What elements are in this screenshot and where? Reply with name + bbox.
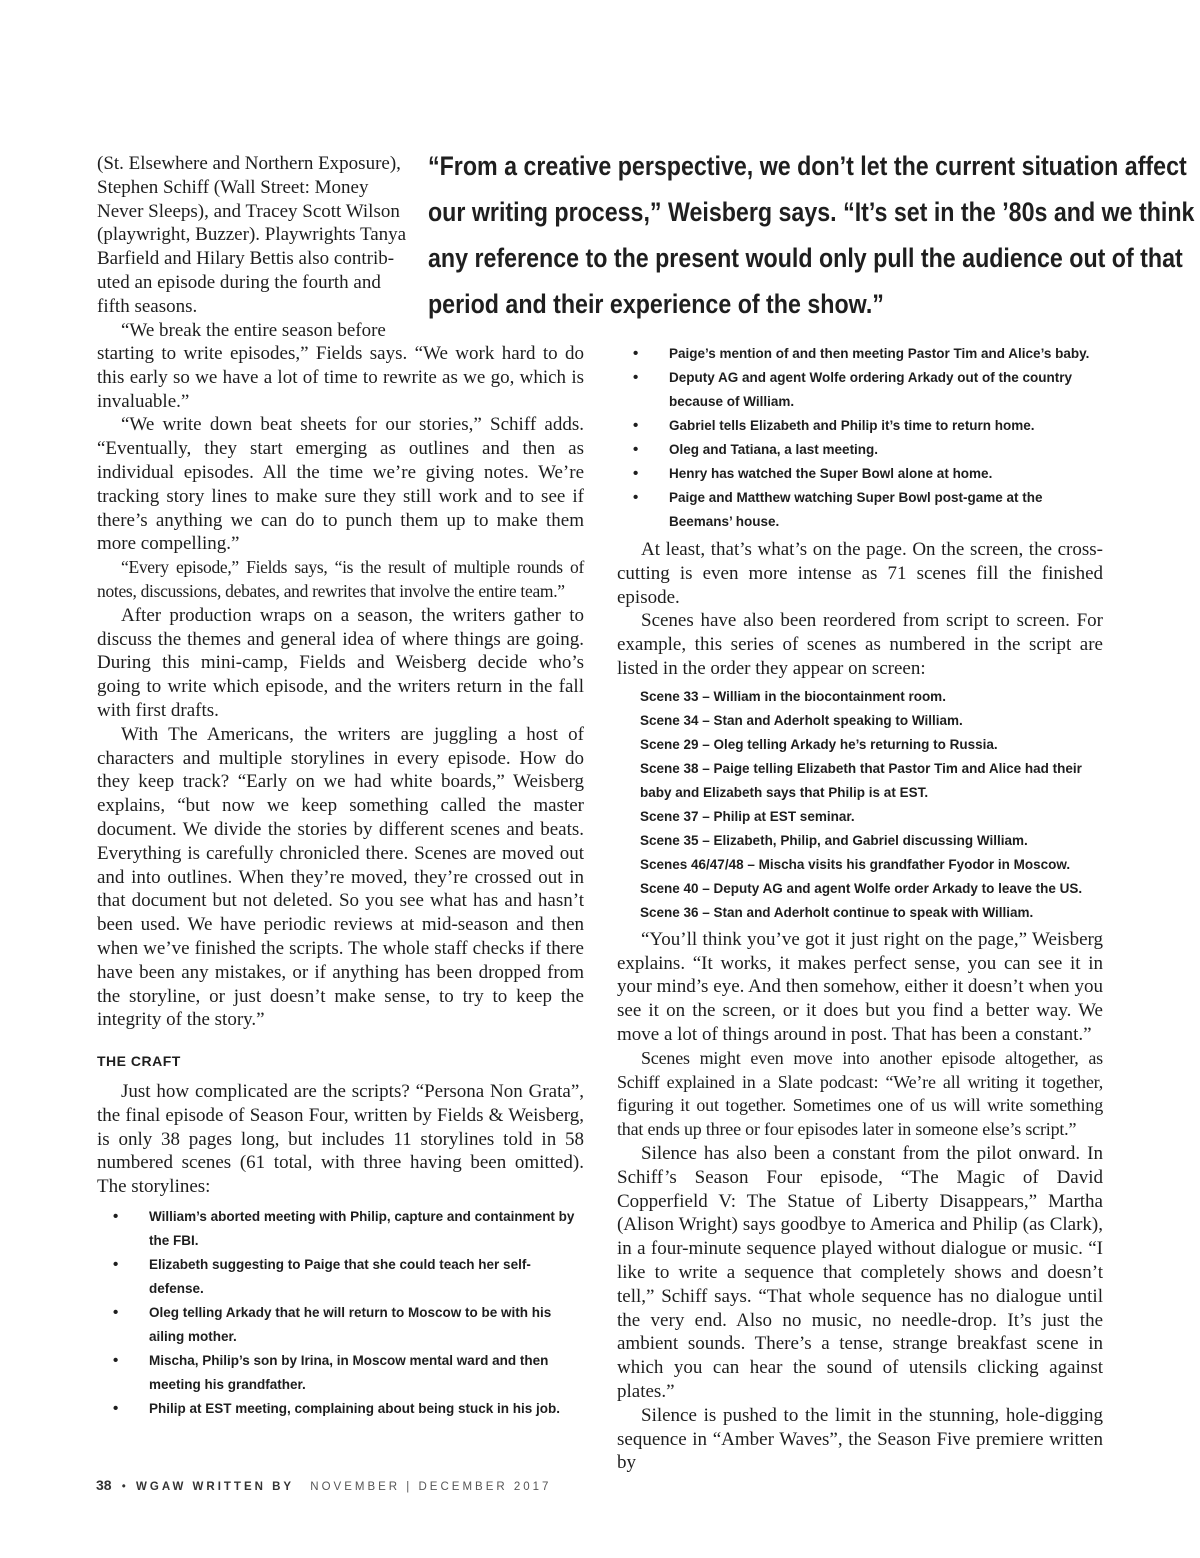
paragraph: With The Americans, the writers are juggling a host of characters and multiple storylines in every episode. How do they keep track? “Early on we had white boards,” Weisberg explains, “but now we keep something called the master document. We divide the stories by different scenes and beats. Everything is carefully chronicled there. Scenes are moved out and into outlines. When they’re moved, they’re crossed out in that document but not deleted. So you see what has and hasn’t been used. We have periodic reviews at mid-season and then when we’ve finished the scripts. The whole staff checks if there have been any mistakes, or if anything has been dropped from the storyline, or just doesn’t make sense, to try to keep the integrity of the story.” xyxy=(97,723,584,1031)
intro-line: Barfield and Hilary Bettis also contrib- xyxy=(97,248,395,270)
paragraph: Silence is pushed to the limit in the stunning, hole-digging sequence in “Amber Waves”, the Season Five premiere written by xyxy=(617,1404,1103,1474)
pull-quote-line: “From a creative perspective, we don’t let the current situation affect xyxy=(428,151,1187,181)
list-item: • Deputy AG and agent Wolfe ordering Arkady out of the country because of William. xyxy=(617,366,1103,414)
left-column xyxy=(97,342,584,1425)
scene-item: Scene 35 – Elizabeth, Philip, and Gabriel discussing William. xyxy=(640,832,1028,848)
pull-quote-line: our writing process,” Weisberg says. “It’s set in the ’80s and we think xyxy=(428,197,1195,227)
issue-date: NOVEMBER | DECEMBER 2017 xyxy=(310,1481,552,1493)
paragraph: “Every episode,” Fields says, “is the result of multiple rounds of notes, discussions, debates, and rewrites that involve the entire team.” xyxy=(97,557,584,601)
intro-line: (St. Elsewhere and Northern Exposure), xyxy=(97,153,401,174)
scene-order-list xyxy=(617,685,1103,925)
page-number: 38 xyxy=(96,1477,112,1493)
scene-item: Scene 40 – Deputy AG and agent Wolfe order Arkady to leave the US. xyxy=(640,880,1083,896)
scene-item: Scenes 46/47/48 – Mischa visits his grandfather Fyodor in Moscow. xyxy=(640,856,1071,872)
bullet-icon: • xyxy=(633,345,639,362)
paragraph: Scenes have also been reordered from script to screen. For example, this series of scenes as numbered in the script are listed in the order they appear on screen: xyxy=(617,610,1103,679)
paragraph: Scenes might even move into another episode altogether, as Schiff explained in a Slate podcast: “We’re all writing it together, figuring it out together. Sometimes one of us will write something that ends up three or four episodes later in someone else’s script.” xyxy=(617,1047,1103,1140)
list-item: • Paige’s mention of and then meeting Pastor Tim and Alice’s baby. xyxy=(617,342,1103,366)
paragraph: starting to write episodes,” Fields says. “We work hard to do this early so we have a lot of time to rewrite as we go, which is invaluable.” xyxy=(97,343,584,412)
bullet-icon: • xyxy=(633,489,639,506)
intro-line: uted an episode during the fourth and xyxy=(97,271,381,293)
left-intro-block xyxy=(97,152,408,342)
intro-line: Stephen Schiff (Wall Street: Money xyxy=(97,176,369,198)
list-item: • Oleg telling Arkady that he will return to Moscow to be with his ailing mother. xyxy=(97,1301,584,1349)
publication-name: WGAW WRITTEN BY xyxy=(136,1481,295,1493)
bullet-icon: • xyxy=(113,1303,119,1321)
footer-separator: • xyxy=(121,1481,126,1493)
list-item: • Henry has watched the Super Bowl alone at home. xyxy=(617,462,1103,486)
pull-quote-line: any reference to the present would only pull the audience out of that xyxy=(428,243,1183,273)
paragraph: Just how complicated are the scripts? “Persona Non Grata”, the final episode of Season Four, written by Fields & Weisberg, is only 38 pages long, but includes 11 storylines told in 58 numbered scenes (61 total, with three having been omitted). The storylines: xyxy=(97,1080,584,1198)
pull-quote-line: period and their experience of the show.” xyxy=(428,289,884,319)
intro-line: “We break the entire season before xyxy=(121,319,386,341)
scene-item: Scene 34 – Stan and Aderholt speaking to William. xyxy=(640,712,963,728)
bullet-icon: • xyxy=(633,369,639,386)
list-item: • Mischa, Philip’s son by Irina, in Moscow mental ward and then meeting his grandfather. xyxy=(97,1349,584,1397)
list-item: • Oleg and Tatiana, a last meeting. xyxy=(617,438,1103,462)
pull-quote xyxy=(428,143,1195,327)
right-column xyxy=(617,342,1103,1475)
list-item: • Elizabeth suggesting to Paige that she could teach her self-defense. xyxy=(97,1253,584,1301)
list-item: • Paige and Matthew watching Super Bowl post-game at the Beemans’ house. xyxy=(617,486,1103,534)
bullet-icon: • xyxy=(113,1351,119,1369)
paragraph: Silence has also been a constant from the pilot onward. In Schiff’s Season Four episode, “The Magic of David Copperfield V: The Statue of Liberty Disappears,” Martha (Alison Wright) says goodbye to America and Philip (as Clark), in a four-minute sequence played without dialogue or music. “I like to write a sequence that completely shows and doesn’t tell,” Schiff says. “That whole sequence has no dialogue until the very end. Also no music, no needle-drop. It’s just the ambient sounds. There’s a tense, strange breakfast scene in which you can hear the sound of utensils clicking against plates.” xyxy=(617,1142,1103,1402)
paragraph: After production wraps on a season, the writers gather to discuss the themes and general idea of where things are going. During this mini-camp, Fields and Weisberg decide who’s going to write which episode, and the writers return in the fall with first drafts. xyxy=(97,604,584,721)
intro-line: Never Sleeps), and Tracey Scott Wilson xyxy=(97,200,400,222)
scene-item: Scene 37 – Philip at EST seminar. xyxy=(640,808,855,824)
scene-item: Scene 38 – Paige telling Elizabeth that Pastor Tim and Alice had their baby and Elizabeth says that Philip is at EST. xyxy=(640,760,1082,800)
paragraph: “We write down beat sheets for our stories,” Schiff adds. “Eventually, they start emerging as outlines and then as individual episodes. All the time we’re giving notes. We’re tracking story lines to make sure they still work and to see if there’s anything we can do to punch them up to make them more compelling.” xyxy=(97,414,584,555)
bullet-icon: • xyxy=(113,1207,119,1225)
bullet-icon: • xyxy=(113,1255,119,1273)
list-item: • Philip at EST meeting, complaining about being stuck in his job. xyxy=(97,1397,584,1421)
paragraph: At least, that’s what’s on the page. On the screen, the cross-cutting is even more intense as 71 scenes fill the finished episode. xyxy=(617,539,1103,608)
bullet-icon: • xyxy=(633,417,639,434)
scene-item: Scene 29 – Oleg telling Arkady he’s returning to Russia. xyxy=(640,736,998,752)
list-item: • Gabriel tells Elizabeth and Philip it’s time to return home. xyxy=(617,414,1103,438)
page-footer xyxy=(96,1477,551,1493)
storylines-list-continued xyxy=(617,342,1103,534)
scene-item: Scene 33 – William in the biocontainment room. xyxy=(640,688,946,704)
section-heading: THE CRAFT xyxy=(97,1053,181,1070)
list-item: • William’s aborted meeting with Philip, capture and containment by the FBI. xyxy=(97,1205,584,1253)
intro-line: fifth seasons. xyxy=(97,295,198,317)
scene-item: Scene 36 – Stan and Aderholt continue to speak with William. xyxy=(640,904,1034,920)
paragraph: “You’ll think you’ve got it just right on the page,” Weisberg explains. “It works, it makes perfect sense, you can see it in your mind’s eye. And then somehow, either it doesn’t when you see it on the screen, or it does but you find a better way. We move a lot of things around in post. That has been a constant.” xyxy=(617,928,1103,1045)
bullet-icon: • xyxy=(633,465,639,482)
bullet-icon: • xyxy=(633,441,639,458)
storylines-list xyxy=(97,1205,584,1421)
bullet-icon: • xyxy=(113,1399,119,1417)
intro-line: (playwright, Buzzer). Playwrights Tanya xyxy=(97,224,407,246)
